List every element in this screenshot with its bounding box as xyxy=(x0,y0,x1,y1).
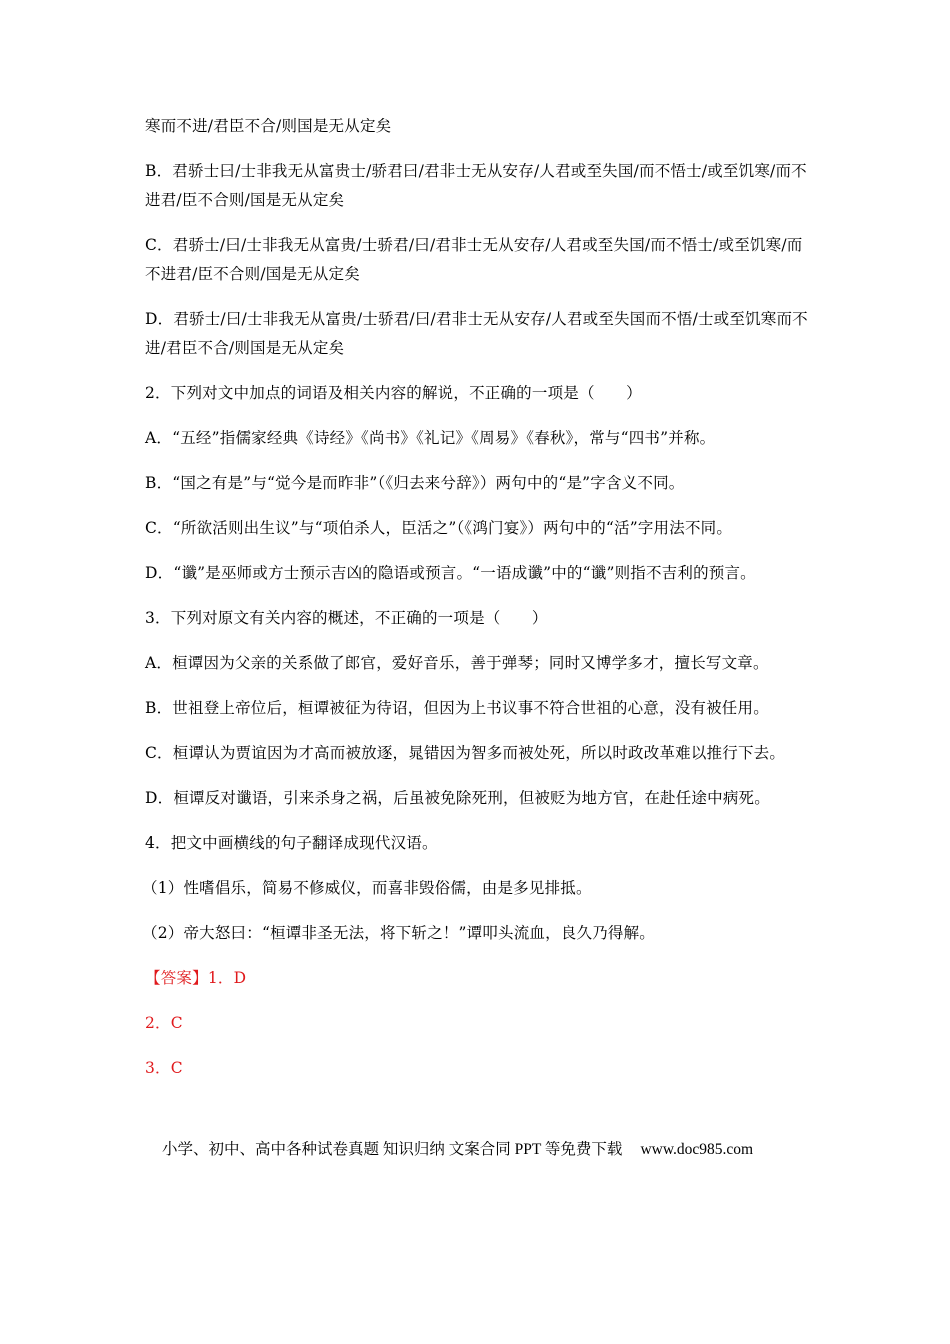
q2-option-b: B．“国之有是”与“觉今是而昨非”（《归去来兮辞》）两句中的“是”字含义不同。 xyxy=(145,474,685,492)
q3-option-a: A．桓谭因为父亲的关系做了郎官，爱好音乐，善于弹琴；同时又博学多才，擅长写文章。 xyxy=(145,654,769,672)
answer-1: 1．D xyxy=(207,969,247,987)
q4-sentence-2: （2）帝大怒曰：“桓谭非圣无法，将下斩之！”谭叩头流血，良久乃得解。 xyxy=(142,924,656,942)
answer-label: 【答案】 xyxy=(145,969,208,987)
answer-2: 2．C xyxy=(145,1014,183,1032)
option-a-continued: 寒而不进/君臣不合/则国是无从定矣 xyxy=(145,117,392,135)
q2-option-c: C．“所欲活则出生议”与“项伯杀人，臣活之”（《鸿门宴》）两句中的“活”字用法不同。 xyxy=(145,519,733,537)
q1-option-c: C．君骄士/曰/士非我无从富贵/士骄君/曰/君非士无从安存/人君或至失国/而不悟士/或至饥寒/而不进君/臣不合则/国是无从定矣 xyxy=(145,236,803,283)
answer-3: 3．C xyxy=(145,1059,183,1077)
answer-line-1 xyxy=(145,964,815,993)
q2-option-a: A．“五经”指儒家经典《诗经》《尚书》《礼记》《周易》《春秋》，常与“四书”并称。 xyxy=(145,429,716,447)
footer-text: 小学、初中、高中各种试卷真题 知识归纳 文案合同 PPT 等免费下载 xyxy=(162,1141,623,1158)
q3-option-d: D．桓谭反对谶语，引来杀身之祸，后虽被免除死刑，但被贬为地方官，在赴任途中病死。 xyxy=(145,789,770,807)
footer-url: www.doc985.com xyxy=(640,1141,754,1158)
q3-option-c: C．桓谭认为贾谊因为才高而被放逐，晁错因为智多而被处死，所以时政改革难以推行下去。 xyxy=(145,744,786,762)
q1-option-b: B．君骄士曰/士非我无从富贵士/骄君曰/君非士无从安存/人君或至失国/而不悟士/或至饥寒/而不进君/臣不合则/国是无从定矣 xyxy=(145,162,807,209)
q2-option-d: D．“谶”是巫师或方士预示吉凶的隐语或预言。“一语成谶”中的“谶”则指不吉利的预言。 xyxy=(145,564,756,582)
q3-option-b: B．世祖登上帝位后，桓谭被征为待诏，但因为上书议事不符合世祖的心意，没有被任用。 xyxy=(145,699,769,717)
q1-option-d: D．君骄士/曰/士非我无从富贵/士骄君/曰/君非士无从安存/人君或至失国而不悟/士或至饥寒而不进/君臣不合/则国是无从定矣 xyxy=(145,310,808,357)
question-2: 2．下列对文中加点的词语及相关内容的解说，不正确的一项是（ ） xyxy=(145,384,642,402)
document-body xyxy=(142,112,815,1099)
page-footer xyxy=(162,1137,862,1159)
q4-sentence-1: （1）性嗜倡乐，简易不修威仪，而喜非毁俗儒，由是多见排抵。 xyxy=(142,879,592,897)
question-4: 4．把文中画横线的句子翻译成现代汉语。 xyxy=(145,834,438,852)
question-3: 3．下列对原文有关内容的概述，不正确的一项是（ ） xyxy=(145,609,548,627)
